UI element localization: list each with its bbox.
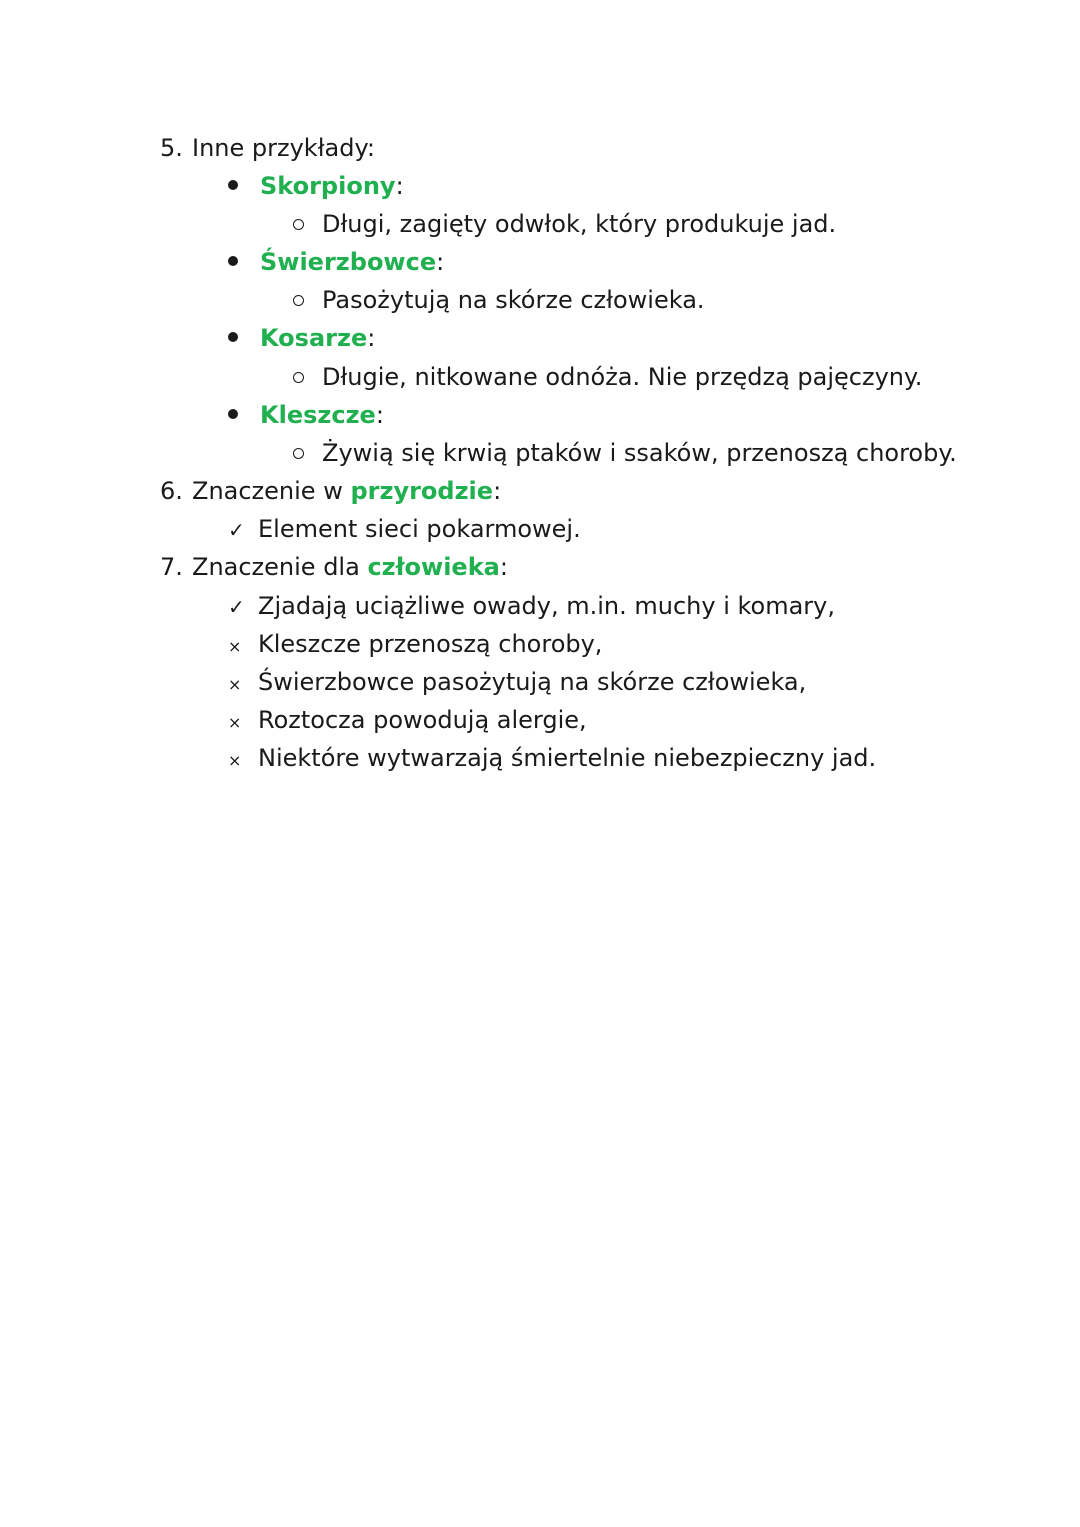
list-item (228, 243, 444, 281)
item-colon: : (375, 401, 384, 429)
section-title: Inne przykłady: (192, 134, 375, 162)
section-title-suffix: : (493, 477, 502, 505)
item-name: Kleszcze (260, 401, 376, 429)
list-item (228, 510, 581, 549)
item-name: Świerzbowce (260, 248, 437, 276)
bullet-circle-icon (293, 448, 304, 459)
list-item (228, 587, 835, 626)
item-detail: Żywią się krwią ptaków i ssaków, przenoszą choroby. (322, 439, 957, 467)
item-name: Skorpiony (260, 172, 396, 200)
section-title-highlight: człowieka (367, 553, 500, 581)
sub-list-item (293, 434, 957, 472)
list-item (228, 663, 806, 704)
bullet-circle-icon (293, 372, 304, 383)
section-5-heading (160, 129, 375, 167)
item-text: Świerzbowce pasożytują na skórze człowieka, (258, 668, 807, 696)
item-detail: Długi, zagięty odwłok, który produkuje jad. (322, 210, 837, 238)
section-title-suffix: : (499, 553, 508, 581)
check-icon: ✓ (228, 518, 245, 542)
cross-icon: × (228, 713, 242, 732)
cross-icon: × (228, 637, 242, 656)
bullet-dot-icon (228, 256, 238, 266)
list-item (228, 396, 384, 434)
section-number: 6. (160, 477, 183, 505)
section-title-prefix: Znaczenie w (192, 477, 351, 505)
bullet-dot-icon (228, 409, 238, 419)
cross-icon: × (228, 675, 242, 694)
section-number: 7. (160, 553, 183, 581)
bullet-dot-icon (228, 180, 238, 190)
section-number: 5. (160, 134, 183, 162)
item-text: Element sieci pokarmowej. (258, 515, 581, 543)
list-item (228, 319, 375, 357)
item-text: Kleszcze przenoszą choroby, (258, 630, 603, 658)
list-item (228, 625, 602, 666)
bullet-circle-icon (293, 219, 304, 230)
item-text: Zjadają uciążliwe owady, m.in. muchy i komary, (258, 592, 835, 620)
section-7-heading (160, 548, 508, 586)
section-6-heading (160, 472, 501, 510)
sub-list-item (293, 358, 922, 396)
item-colon: : (395, 172, 404, 200)
item-colon: : (367, 324, 376, 352)
item-text: Niektóre wytwarzają śmiertelnie niebezpieczny jad. (258, 744, 877, 772)
section-title-highlight: przyrodzie (350, 477, 494, 505)
cross-icon: × (228, 751, 242, 770)
list-item (228, 701, 587, 742)
bullet-circle-icon (293, 295, 304, 306)
list-item (228, 167, 404, 205)
item-text: Roztocza powodują alergie, (258, 706, 587, 734)
list-item (228, 739, 876, 780)
sub-list-item (293, 205, 836, 243)
item-name: Kosarze (260, 324, 368, 352)
item-colon: : (436, 248, 445, 276)
section-title-prefix: Znaczenie dla (192, 553, 368, 581)
item-detail: Długie, nitkowane odnóża. Nie przędzą pajęczyny. (322, 363, 923, 391)
bullet-dot-icon (228, 332, 238, 342)
item-detail: Pasożytują na skórze człowieka. (322, 286, 705, 314)
check-icon: ✓ (228, 595, 245, 619)
sub-list-item (293, 281, 705, 319)
